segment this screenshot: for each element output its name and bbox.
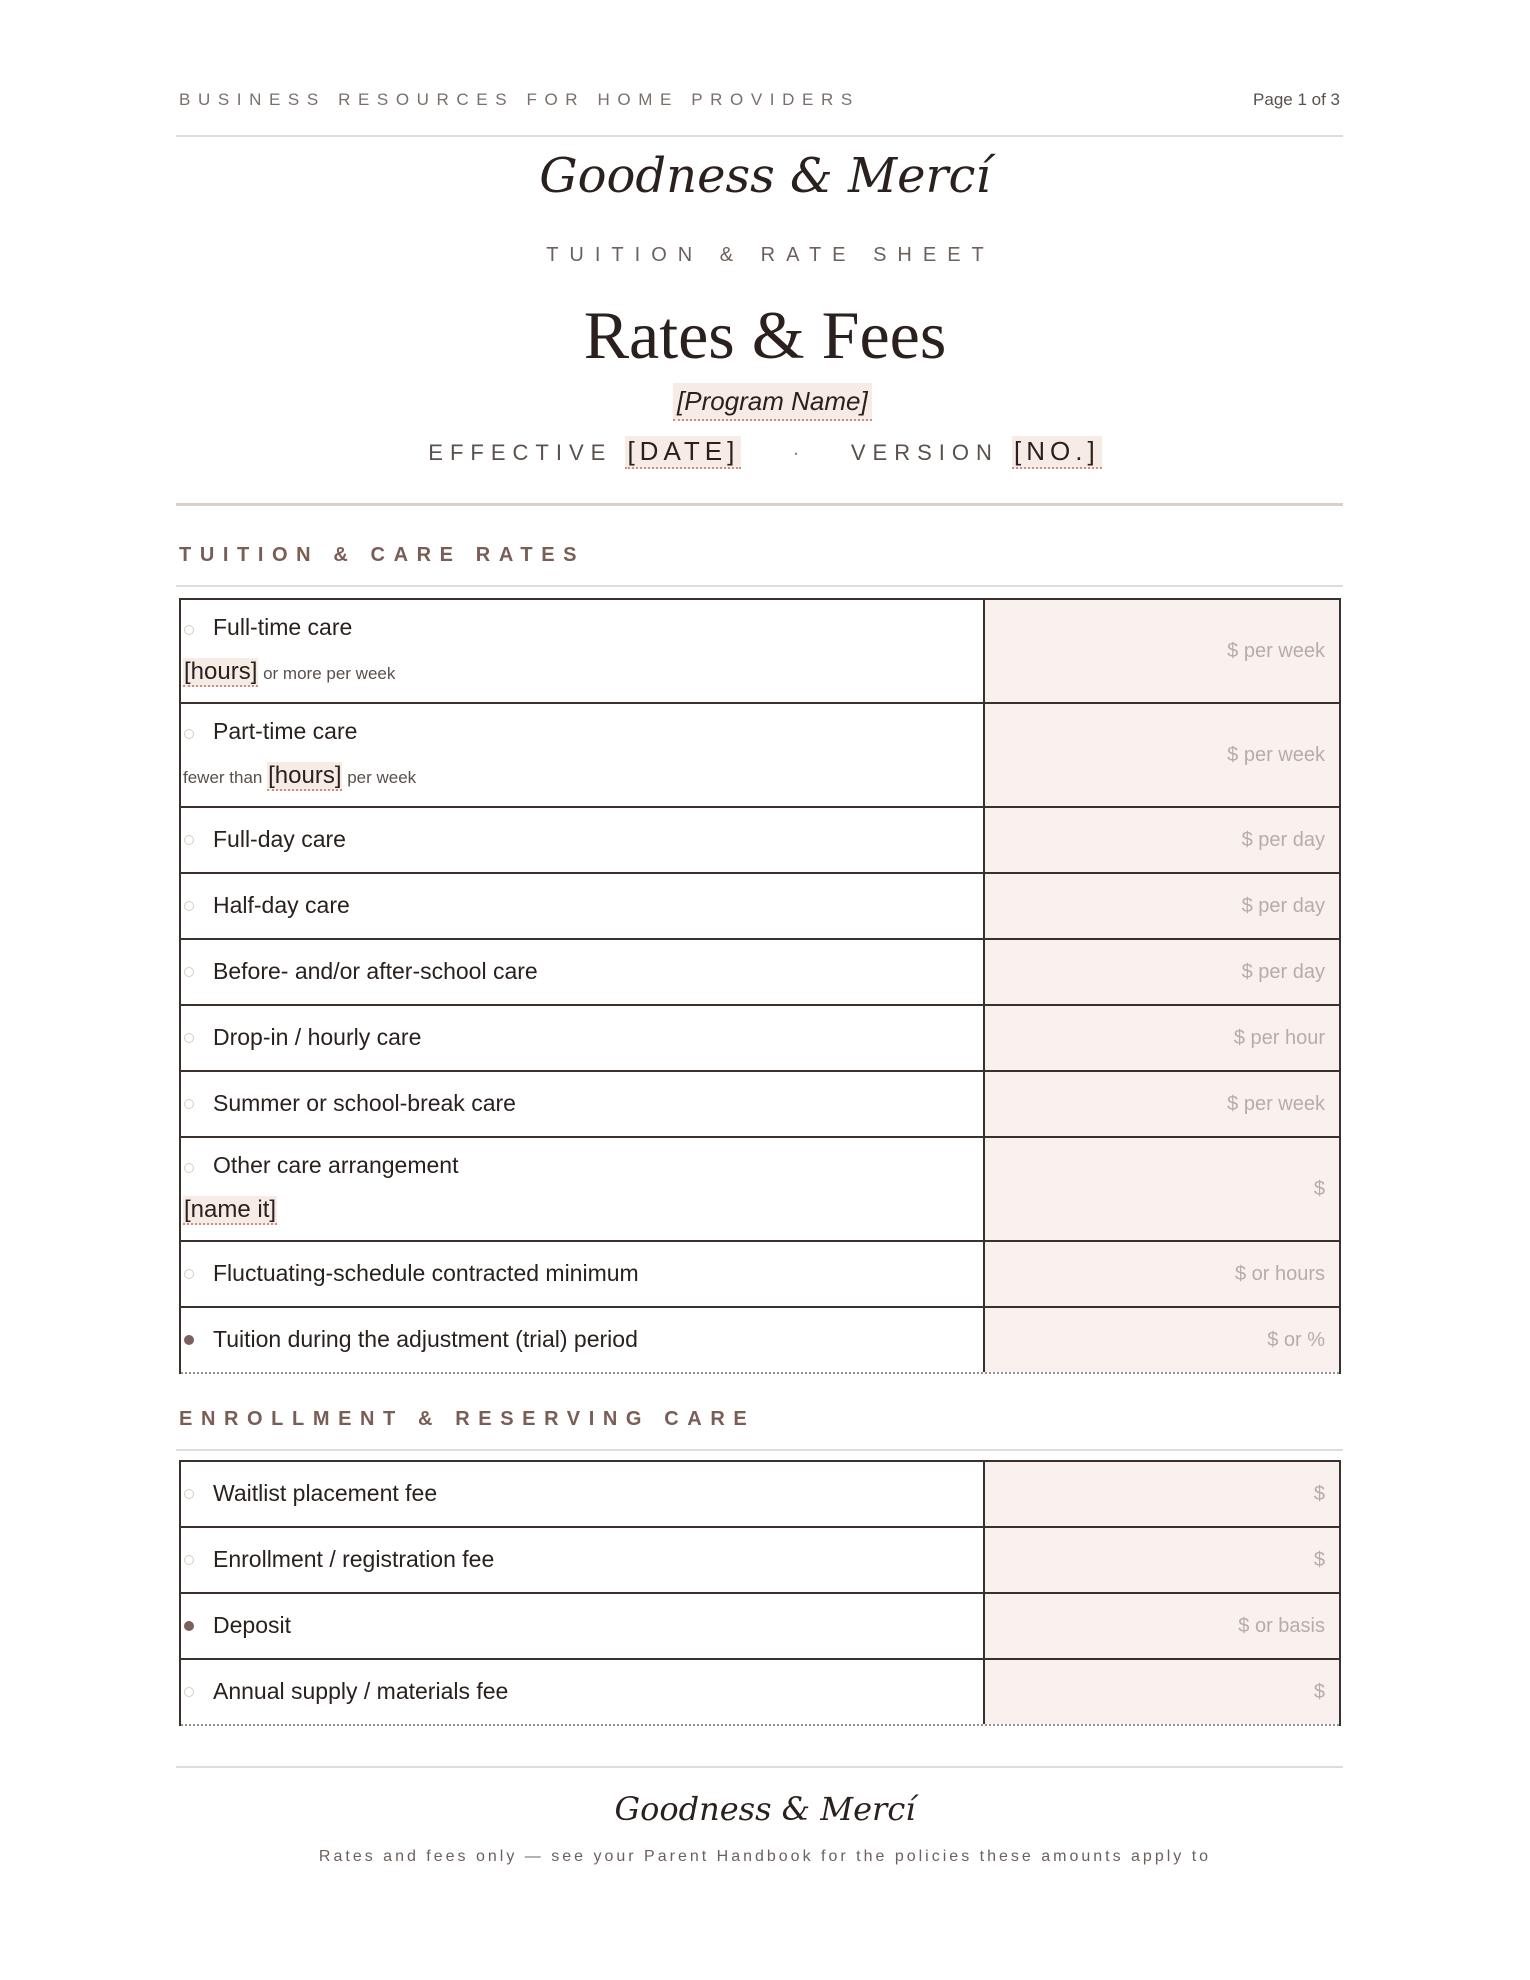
- rate-label: Deposit: [213, 1612, 291, 1638]
- rate-label-cell: [181, 1660, 985, 1724]
- effective-label: EFFECTIVE: [428, 440, 613, 465]
- rate-amount-field[interactable]: $ per hour: [985, 1006, 1339, 1070]
- rate-row: [181, 1594, 1339, 1660]
- page-title: Rates & Fees: [583, 297, 947, 373]
- open-bullet-icon: [184, 1099, 194, 1109]
- rate-label-cell: [181, 1594, 985, 1658]
- rate-amount-field[interactable]: $ or basis: [985, 1594, 1339, 1658]
- footer-note: Rates and fees only — see your Parent Handbook for the policies these amounts apply to: [318, 1848, 1212, 1865]
- header-divider: [176, 135, 1343, 137]
- rate-row: [181, 808, 1339, 874]
- rate-label-cell: [181, 1528, 985, 1592]
- rates-table-enrollment: [179, 1460, 1341, 1726]
- rate-amount-field[interactable]: $: [985, 1462, 1339, 1526]
- effective-separator: ·: [792, 440, 800, 465]
- open-bullet-icon: [184, 1489, 194, 1499]
- rate-label: Fluctuating-schedule contracted minimum: [213, 1260, 639, 1286]
- rate-label: Other care arrangement: [213, 1152, 459, 1178]
- open-bullet-icon: [184, 625, 194, 635]
- rate-note-suffix: or more per week: [258, 664, 396, 683]
- rate-amount-field[interactable]: $: [985, 1138, 1339, 1240]
- rate-amount-field[interactable]: $: [985, 1660, 1339, 1724]
- filled-bullet-icon: [184, 1621, 194, 1631]
- rate-row: [181, 704, 1339, 808]
- rate-row: [181, 1006, 1339, 1072]
- rate-row: [181, 1308, 1339, 1374]
- footer-brand-logo: Goodness & Mercí: [614, 1790, 916, 1828]
- rate-note-prefix: fewer than: [183, 768, 268, 787]
- title-divider: [176, 503, 1343, 506]
- open-bullet-icon: [184, 1687, 194, 1697]
- rate-note-placeholder-field[interactable]: [hours]: [268, 762, 342, 789]
- rate-amount-field[interactable]: $ or hours: [985, 1242, 1339, 1306]
- header-kicker: BUSINESS RESOURCES FOR HOME PROVIDERS: [179, 90, 860, 109]
- open-bullet-icon: [184, 967, 194, 977]
- rate-label: Tuition during the adjustment (trial) period: [213, 1326, 638, 1352]
- rate-label-cell: [181, 1072, 985, 1136]
- rate-label: Part-time care: [213, 718, 358, 744]
- rate-amount-field[interactable]: $ per day: [985, 874, 1339, 938]
- open-bullet-icon: [184, 1269, 194, 1279]
- rate-row: [181, 1242, 1339, 1308]
- rate-label: Waitlist placement fee: [213, 1480, 438, 1506]
- brand-subtitle: TUITION & RATE SHEET: [546, 244, 995, 266]
- open-bullet-icon: [184, 1163, 194, 1173]
- rate-amount-field[interactable]: $ per week: [985, 704, 1339, 806]
- page-header: [179, 88, 1340, 116]
- rate-row: [181, 600, 1339, 704]
- rate-note: [183, 762, 416, 790]
- rate-label: Half-day care: [213, 892, 350, 918]
- rate-row: [181, 1462, 1339, 1528]
- rate-label-cell: [181, 874, 985, 938]
- rate-note-placeholder-field[interactable]: [hours]: [184, 658, 258, 685]
- rate-label-cell: [181, 1242, 985, 1306]
- rate-row: [181, 940, 1339, 1006]
- rate-label: Annual supply / materials fee: [213, 1678, 509, 1704]
- rate-row: [181, 874, 1339, 940]
- rate-label-cell: [181, 1006, 985, 1070]
- rate-amount-field[interactable]: $ per day: [985, 940, 1339, 1004]
- rate-row: [181, 1072, 1339, 1138]
- rate-label: Summer or school-break care: [213, 1090, 516, 1116]
- brand-logo: Goodness & Mercí: [539, 148, 991, 204]
- rate-label: Before- and/or after-school care: [213, 958, 538, 984]
- section-divider: [176, 585, 1343, 587]
- open-bullet-icon: [184, 901, 194, 911]
- rate-label-cell: [181, 600, 985, 702]
- rate-note: [183, 658, 395, 686]
- section-title-enrollment: ENROLLMENT & RESERVING CARE: [179, 1408, 756, 1430]
- rate-label-cell: [181, 1308, 985, 1372]
- rate-label: Full-time care: [213, 614, 353, 640]
- rate-label-cell: [181, 940, 985, 1004]
- rate-row: [181, 1138, 1339, 1242]
- open-bullet-icon: [184, 1033, 194, 1043]
- effective-row: [0, 436, 1530, 469]
- open-bullet-icon: [184, 729, 194, 739]
- rate-amount-field[interactable]: $: [985, 1528, 1339, 1592]
- rates-table-tuition: [179, 598, 1341, 1374]
- rate-label-cell: [181, 808, 985, 872]
- open-bullet-icon: [184, 835, 194, 845]
- rate-row: [181, 1660, 1339, 1726]
- rate-label: Drop-in / hourly care: [213, 1024, 422, 1050]
- rate-amount-field[interactable]: $ per day: [985, 808, 1339, 872]
- rate-note-suffix: per week: [342, 768, 417, 787]
- rate-label-cell: [181, 1462, 985, 1526]
- section-divider: [176, 1449, 1343, 1451]
- page-number: Page 1 of 3: [1253, 90, 1340, 109]
- rate-row: [181, 1528, 1339, 1594]
- version-number-field[interactable]: [NO.]: [1012, 436, 1102, 469]
- rate-amount-field[interactable]: $ per week: [985, 1072, 1339, 1136]
- rate-amount-field[interactable]: $ or %: [985, 1308, 1339, 1372]
- rate-label-cell: [181, 704, 985, 806]
- rate-label: Full-day care: [213, 826, 346, 852]
- program-name-field[interactable]: [Program Name]: [673, 383, 872, 421]
- rate-note-placeholder-field[interactable]: [name it]: [184, 1196, 277, 1223]
- section-title-tuition: TUITION & CARE RATES: [179, 544, 586, 566]
- rate-label-cell: [181, 1138, 985, 1240]
- rate-note: [183, 1196, 277, 1224]
- effective-date-field[interactable]: [DATE]: [625, 436, 741, 469]
- footer-divider: [176, 1766, 1343, 1768]
- filled-bullet-icon: [184, 1335, 194, 1345]
- rate-amount-field[interactable]: $ per week: [985, 600, 1339, 702]
- rate-label: Enrollment / registration fee: [213, 1546, 495, 1572]
- version-label: VERSION: [850, 440, 999, 465]
- open-bullet-icon: [184, 1555, 194, 1565]
